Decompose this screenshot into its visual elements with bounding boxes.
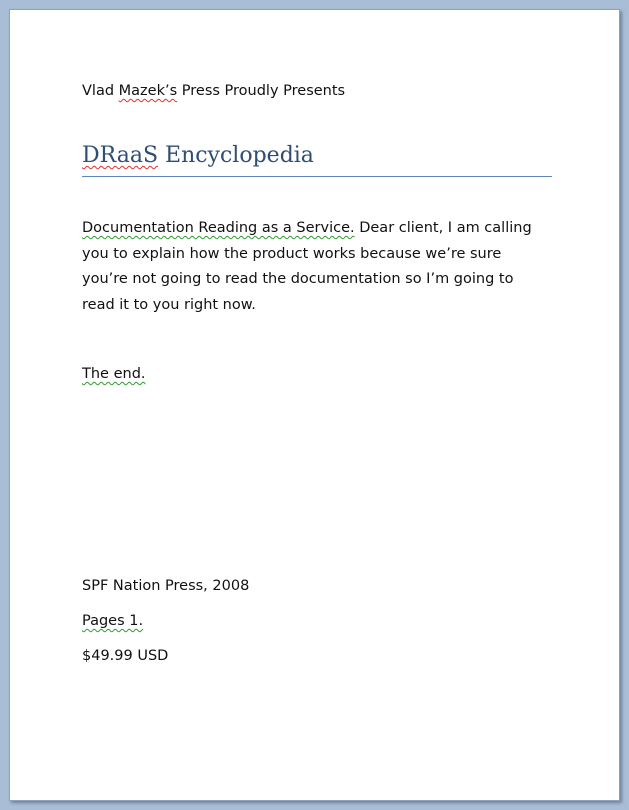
document-title xyxy=(82,143,314,168)
title-rest: Encyclopedia xyxy=(158,143,314,168)
pages-line xyxy=(82,613,143,629)
ending-text: The end. xyxy=(82,366,146,382)
price-line: $49.99 USD xyxy=(82,648,169,664)
body-line-1 xyxy=(82,216,557,242)
document-page[interactable] xyxy=(9,9,620,801)
body-line-4: read it to you right now. xyxy=(82,296,256,313)
body-line-1-rest: Dear client, I am calling xyxy=(354,220,532,236)
title-acronym-misspelled: DRaaS xyxy=(82,143,159,168)
publisher-line xyxy=(82,83,345,99)
grammar-flagged-sentence: Documentation Reading as a Service. xyxy=(82,220,355,236)
body-paragraph xyxy=(82,216,557,318)
ending-line xyxy=(82,366,146,382)
publisher-line-text-2: Press Proudly Presents xyxy=(177,83,346,99)
pages-text: Pages 1. xyxy=(82,613,144,629)
body-line-2: you to explain how the product works because we’re sure xyxy=(82,245,502,262)
publisher-line-text-1: Vlad xyxy=(82,83,119,99)
title-underline-rule xyxy=(82,176,552,177)
body-line-3: you’re not going to read the documentation so I’m going to xyxy=(82,271,514,287)
publisher-name-misspelled: Mazek’s xyxy=(118,83,178,99)
imprint-line: SPF Nation Press, 2008 xyxy=(82,578,250,594)
